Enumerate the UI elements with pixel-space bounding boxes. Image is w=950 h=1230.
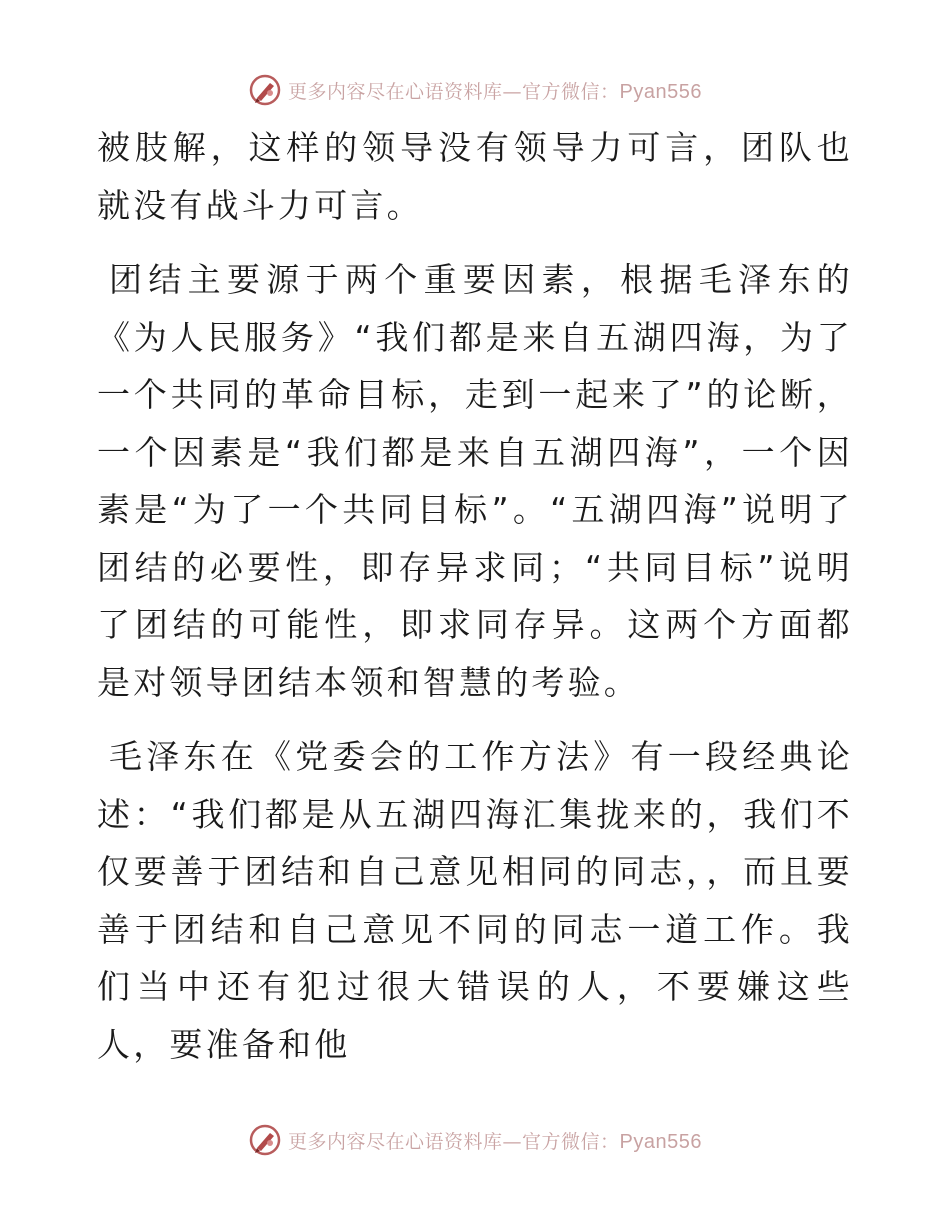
paragraph-2: 团结主要源于两个重要因素，根据毛泽东的《为人民服务》“我们都是来自五湖四海，为了一个共同的革命目标，走到一起来了”的论断，一个因素是“我们都是来自五湖四海”，一个因素是“为了一个共同目标”。“五湖四海”说明了团结的必要性，即存异求同；“共同目标”说明了团结的可能性，即求同存异。这两个方面都是对领导团结本领和智慧的考验。 [97, 260, 853, 702]
document-body [97, 119, 853, 1073]
watermark-text: 更多内容尽在心语资料库—官方微信：Pyan556 [288, 80, 702, 103]
paragraph-3: 毛泽东在《党委会的工作方法》有一段经典论述：“我们都是从五湖四海汇集拢来的，我们不仅要善于团结和自己意见相同的同志，，而且要善于团结和自己意见不同的同志一道工作。我们当中还有犯过很大错误的人，不要嫌这些人，要准备和他 [97, 737, 853, 1064]
paragraph-1: 被肢解，这样的领导没有领导力可言，团队也就没有战斗力可言。 [97, 128, 853, 225]
watermark-text: 更多内容尽在心语资料库—官方微信：Pyan556 [288, 1130, 702, 1153]
pen-seal-icon [248, 1123, 282, 1157]
footer-watermark [0, 1120, 950, 1160]
header-watermark [0, 70, 950, 110]
pen-seal-icon [248, 73, 282, 107]
